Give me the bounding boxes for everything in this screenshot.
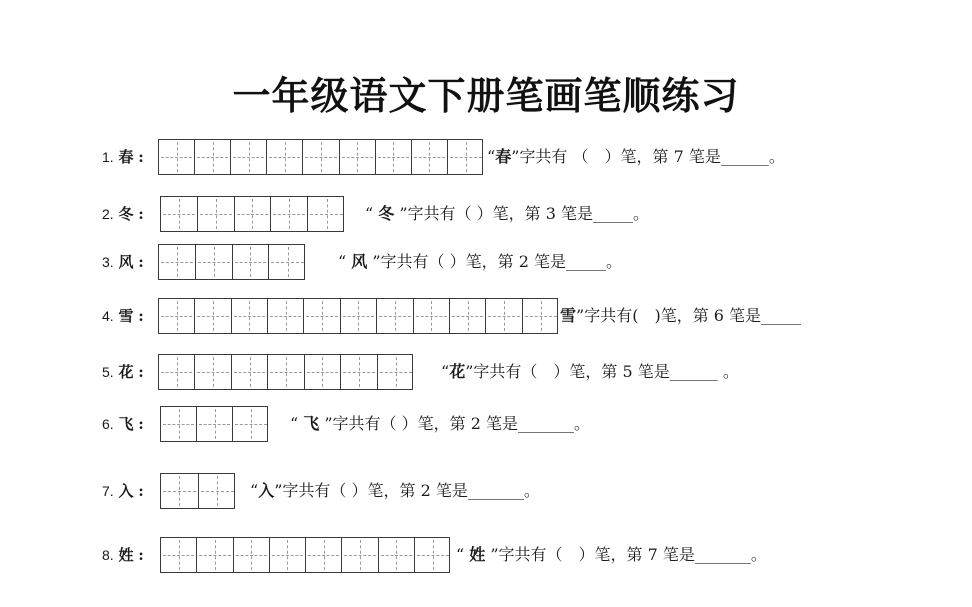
item-number: 4. (102, 308, 114, 324)
grid-cell[interactable] (305, 355, 341, 389)
item-colon: : (138, 415, 144, 433)
item-number: 7. (102, 483, 114, 499)
writing-grid[interactable] (160, 537, 450, 573)
grid-cell[interactable] (233, 407, 269, 441)
exercise-row (0, 196, 972, 236)
exercise-row (0, 473, 972, 513)
grid-cell[interactable] (199, 474, 237, 508)
grid-cell[interactable] (231, 140, 267, 174)
question-rest: 字共有（ ）笔，第 2 笔是_______。 (282, 481, 540, 500)
exercise-row (0, 354, 972, 394)
grid-cell[interactable] (159, 245, 196, 279)
close-quote: ” (576, 306, 585, 325)
grid-cell[interactable] (341, 355, 377, 389)
writing-grid[interactable] (158, 298, 558, 334)
item-character: 飞 (118, 415, 134, 433)
item-number: 8. (102, 547, 114, 563)
question-text (338, 244, 622, 280)
grid-cell[interactable] (161, 197, 198, 231)
open-quote: “ (365, 204, 379, 223)
grid-cell[interactable] (379, 538, 415, 572)
question-text (250, 473, 540, 509)
open-quote: “ (290, 414, 304, 433)
item-character: 春 (118, 148, 134, 166)
grid-cell[interactable] (198, 197, 235, 231)
question-character: 姓 (469, 545, 486, 564)
open-quote: “ (338, 252, 352, 271)
exercise-row (0, 139, 972, 179)
item-colon: : (138, 363, 144, 381)
grid-cell[interactable] (233, 245, 270, 279)
question-character: 冬 (378, 204, 395, 223)
grid-cell[interactable] (159, 355, 195, 389)
grid-cell[interactable] (161, 538, 197, 572)
grid-cell[interactable] (195, 140, 231, 174)
question-character: 飞 (303, 414, 320, 433)
grid-cell[interactable] (268, 299, 304, 333)
item-colon: : (138, 482, 144, 500)
question-text (365, 196, 649, 232)
grid-cell[interactable] (159, 140, 195, 174)
grid-cell[interactable] (342, 538, 378, 572)
grid-cell[interactable] (269, 245, 306, 279)
question-rest: 字共有 （ ）笔，第 7 笔是______。 (519, 147, 785, 166)
writing-grid[interactable] (158, 244, 305, 280)
grid-cell[interactable] (415, 538, 451, 572)
item-character: 入 (118, 482, 134, 500)
item-label (102, 298, 144, 334)
close-quote: ” (367, 252, 381, 271)
close-quote: ” (319, 414, 333, 433)
close-quote: ” (511, 147, 520, 166)
question-rest: 字共有（ ）笔，第 5 笔是______ 。 (473, 362, 739, 381)
item-colon: : (138, 307, 144, 325)
grid-cell[interactable] (523, 299, 559, 333)
question-text (560, 298, 801, 334)
grid-cell[interactable] (376, 140, 412, 174)
item-number: 5. (102, 364, 114, 380)
question-rest: 字共有（ ）笔，第 2 笔是_____。 (380, 252, 622, 271)
grid-cell[interactable] (340, 140, 376, 174)
writing-grid[interactable] (160, 473, 235, 509)
item-colon: : (138, 148, 144, 166)
grid-cell[interactable] (196, 245, 233, 279)
grid-cell[interactable] (197, 538, 233, 572)
grid-cell[interactable] (486, 299, 522, 333)
question-character: 花 (449, 362, 466, 381)
grid-cell[interactable] (450, 299, 486, 333)
grid-cell[interactable] (303, 140, 339, 174)
item-colon: : (138, 546, 144, 564)
grid-cell[interactable] (161, 407, 197, 441)
grid-cell[interactable] (234, 538, 270, 572)
grid-cell[interactable] (268, 355, 304, 389)
item-number: 3. (102, 254, 114, 270)
grid-cell[interactable] (235, 197, 272, 231)
item-label (102, 537, 144, 573)
grid-cell[interactable] (267, 140, 303, 174)
question-text (441, 354, 739, 390)
item-character: 雪 (118, 307, 134, 325)
item-label (102, 473, 144, 509)
grid-cell[interactable] (271, 197, 308, 231)
item-number: 2. (102, 206, 114, 222)
exercise-row (0, 406, 972, 446)
item-label (102, 196, 144, 232)
item-colon: : (138, 205, 144, 223)
item-character: 花 (118, 363, 134, 381)
grid-cell[interactable] (378, 355, 414, 389)
item-character: 姓 (118, 546, 134, 564)
question-character: 入 (258, 481, 275, 500)
grid-cell[interactable] (308, 197, 345, 231)
grid-cell[interactable] (232, 355, 268, 389)
open-quote: “ (487, 147, 496, 166)
question-rest: 字共有（ ）笔，第 3 笔是_____。 (407, 204, 649, 223)
grid-cell[interactable] (195, 299, 231, 333)
question-text (487, 139, 785, 175)
question-rest: 字共有( )笔，第 6 笔是_____ (584, 306, 802, 325)
grid-cell[interactable] (306, 538, 342, 572)
exercise-row (0, 244, 972, 284)
grid-cell[interactable] (304, 299, 340, 333)
item-label (102, 244, 144, 280)
question-character: 春 (495, 147, 512, 166)
grid-cell[interactable] (270, 538, 306, 572)
item-label (102, 406, 144, 442)
question-character: 风 (351, 252, 368, 271)
open-quote: “ (456, 545, 470, 564)
grid-cell[interactable] (232, 299, 268, 333)
exercise-row (0, 298, 972, 338)
close-quote: ” (465, 362, 474, 381)
grid-cell[interactable] (412, 140, 448, 174)
writing-grid[interactable] (160, 196, 344, 232)
open-quote: “ (441, 362, 450, 381)
writing-grid[interactable] (158, 139, 483, 175)
open-quote: “ (250, 481, 259, 500)
item-label (102, 139, 144, 175)
grid-cell[interactable] (159, 299, 195, 333)
question-text (290, 406, 590, 442)
question-text (456, 537, 767, 573)
question-rest: 字共有（ ）笔，第 7 笔是_______。 (498, 545, 767, 564)
item-number: 6. (102, 416, 114, 432)
writing-grid[interactable] (160, 406, 268, 442)
page-title: 一年级语文下册笔画笔顺练习 (232, 74, 740, 118)
grid-cell[interactable] (448, 140, 484, 174)
close-quote: ” (485, 545, 499, 564)
question-character: 雪 (560, 306, 577, 325)
grid-cell[interactable] (197, 407, 233, 441)
grid-cell[interactable] (161, 474, 199, 508)
question-rest: 字共有（ ）笔，第 2 笔是_______。 (332, 414, 590, 433)
item-label (102, 354, 144, 390)
exercise-row (0, 537, 972, 577)
item-number: 1. (102, 149, 114, 165)
grid-cell[interactable] (341, 299, 377, 333)
grid-cell[interactable] (414, 299, 450, 333)
item-colon: : (138, 253, 144, 271)
item-character: 冬 (118, 205, 134, 223)
close-quote: ” (274, 481, 283, 500)
close-quote: ” (394, 204, 408, 223)
grid-cell[interactable] (195, 355, 231, 389)
item-character: 风 (118, 253, 134, 271)
writing-grid[interactable] (158, 354, 413, 390)
grid-cell[interactable] (377, 299, 413, 333)
